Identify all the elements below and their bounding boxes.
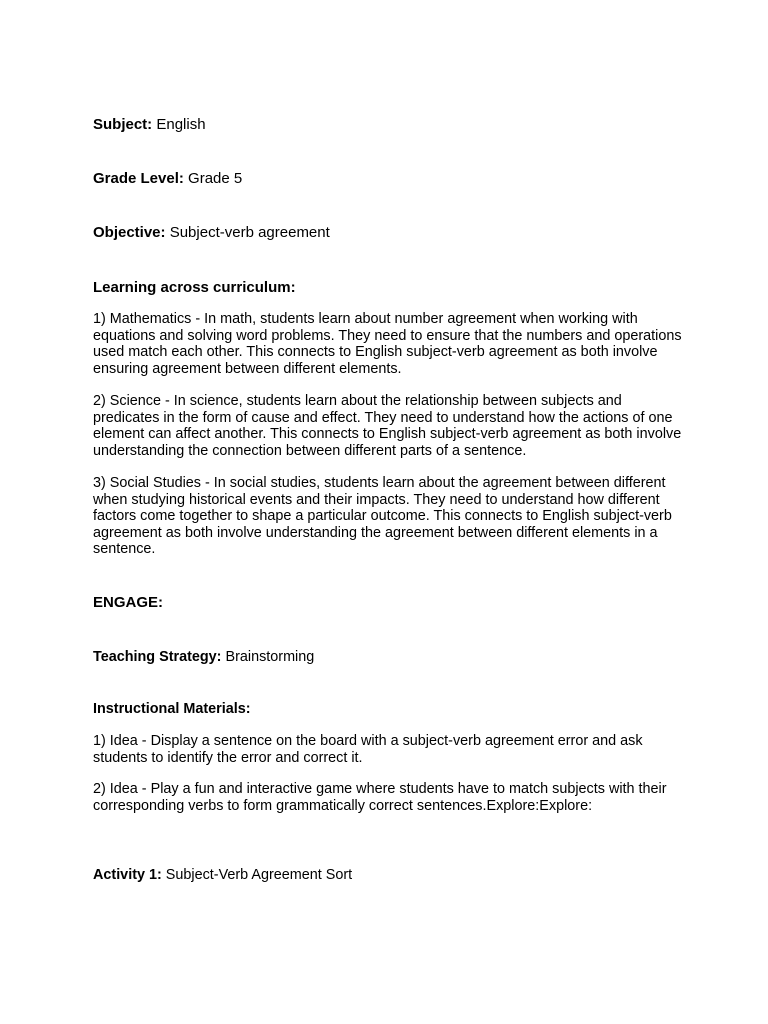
instructional-materials-heading: Instructional Materials: [93,701,251,717]
subject-label: Subject: [93,116,153,133]
grade-level-value: Grade 5 [188,170,243,187]
curriculum-item-science: 2) Science - In science, students learn about the relationship between subjects and predicates in the form of cause and effect. They need to understand how the actions of one element can affect another. This connects to English subject-verb agreement as both involve understanding the connection between different parts of a sentence. [93,393,682,459]
teaching-strategy-field [93,649,683,666]
idea-item-2: 2) Idea - Play a fun and interactive game where students have to match subjects with their corresponding verbs to form grammatically correct sentences.Explore:Explore: [93,781,667,814]
curriculum-item-mathematics: 1) Mathematics - In math, students learn about number agreement when working with equations and solving word problems. They need to ensure that the numbers and operations used match each other. This connects to English subject-verb agreement as both involve ensuring agreement between different elements. [93,311,682,377]
learning-across-curriculum-heading: Learning across curriculum: [93,279,296,296]
objective-label: Objective: [93,224,166,241]
idea-item-1: 1) Idea - Display a sentence on the board with a subject-verb agreement error and ask students to identify the error and correct it. [93,733,643,766]
subject-value: English [156,116,206,133]
objective-field [93,224,683,242]
curriculum-item-social-studies: 3) Social Studies - In social studies, students learn about the agreement between different when studying historical events and their impacts. They need to understand how different factors come together to shape a particular outcome. This connects to English subject-verb agreement as both involve understanding the agreement between different elements in a sentence. [93,475,672,558]
objective-value: Subject-verb agreement [169,224,330,241]
grade-level-field [93,170,683,188]
subject-field [93,116,683,134]
teaching-strategy-value: Brainstorming [225,649,315,665]
grade-level-label: Grade Level: [93,170,184,187]
activity-1-field [93,867,683,884]
engage-heading: ENGAGE: [93,594,164,611]
teaching-strategy-label: Teaching Strategy: [93,649,222,665]
activity-1-value: Subject-Verb Agreement Sort [165,867,353,883]
activity-1-label: Activity 1: [93,867,162,883]
